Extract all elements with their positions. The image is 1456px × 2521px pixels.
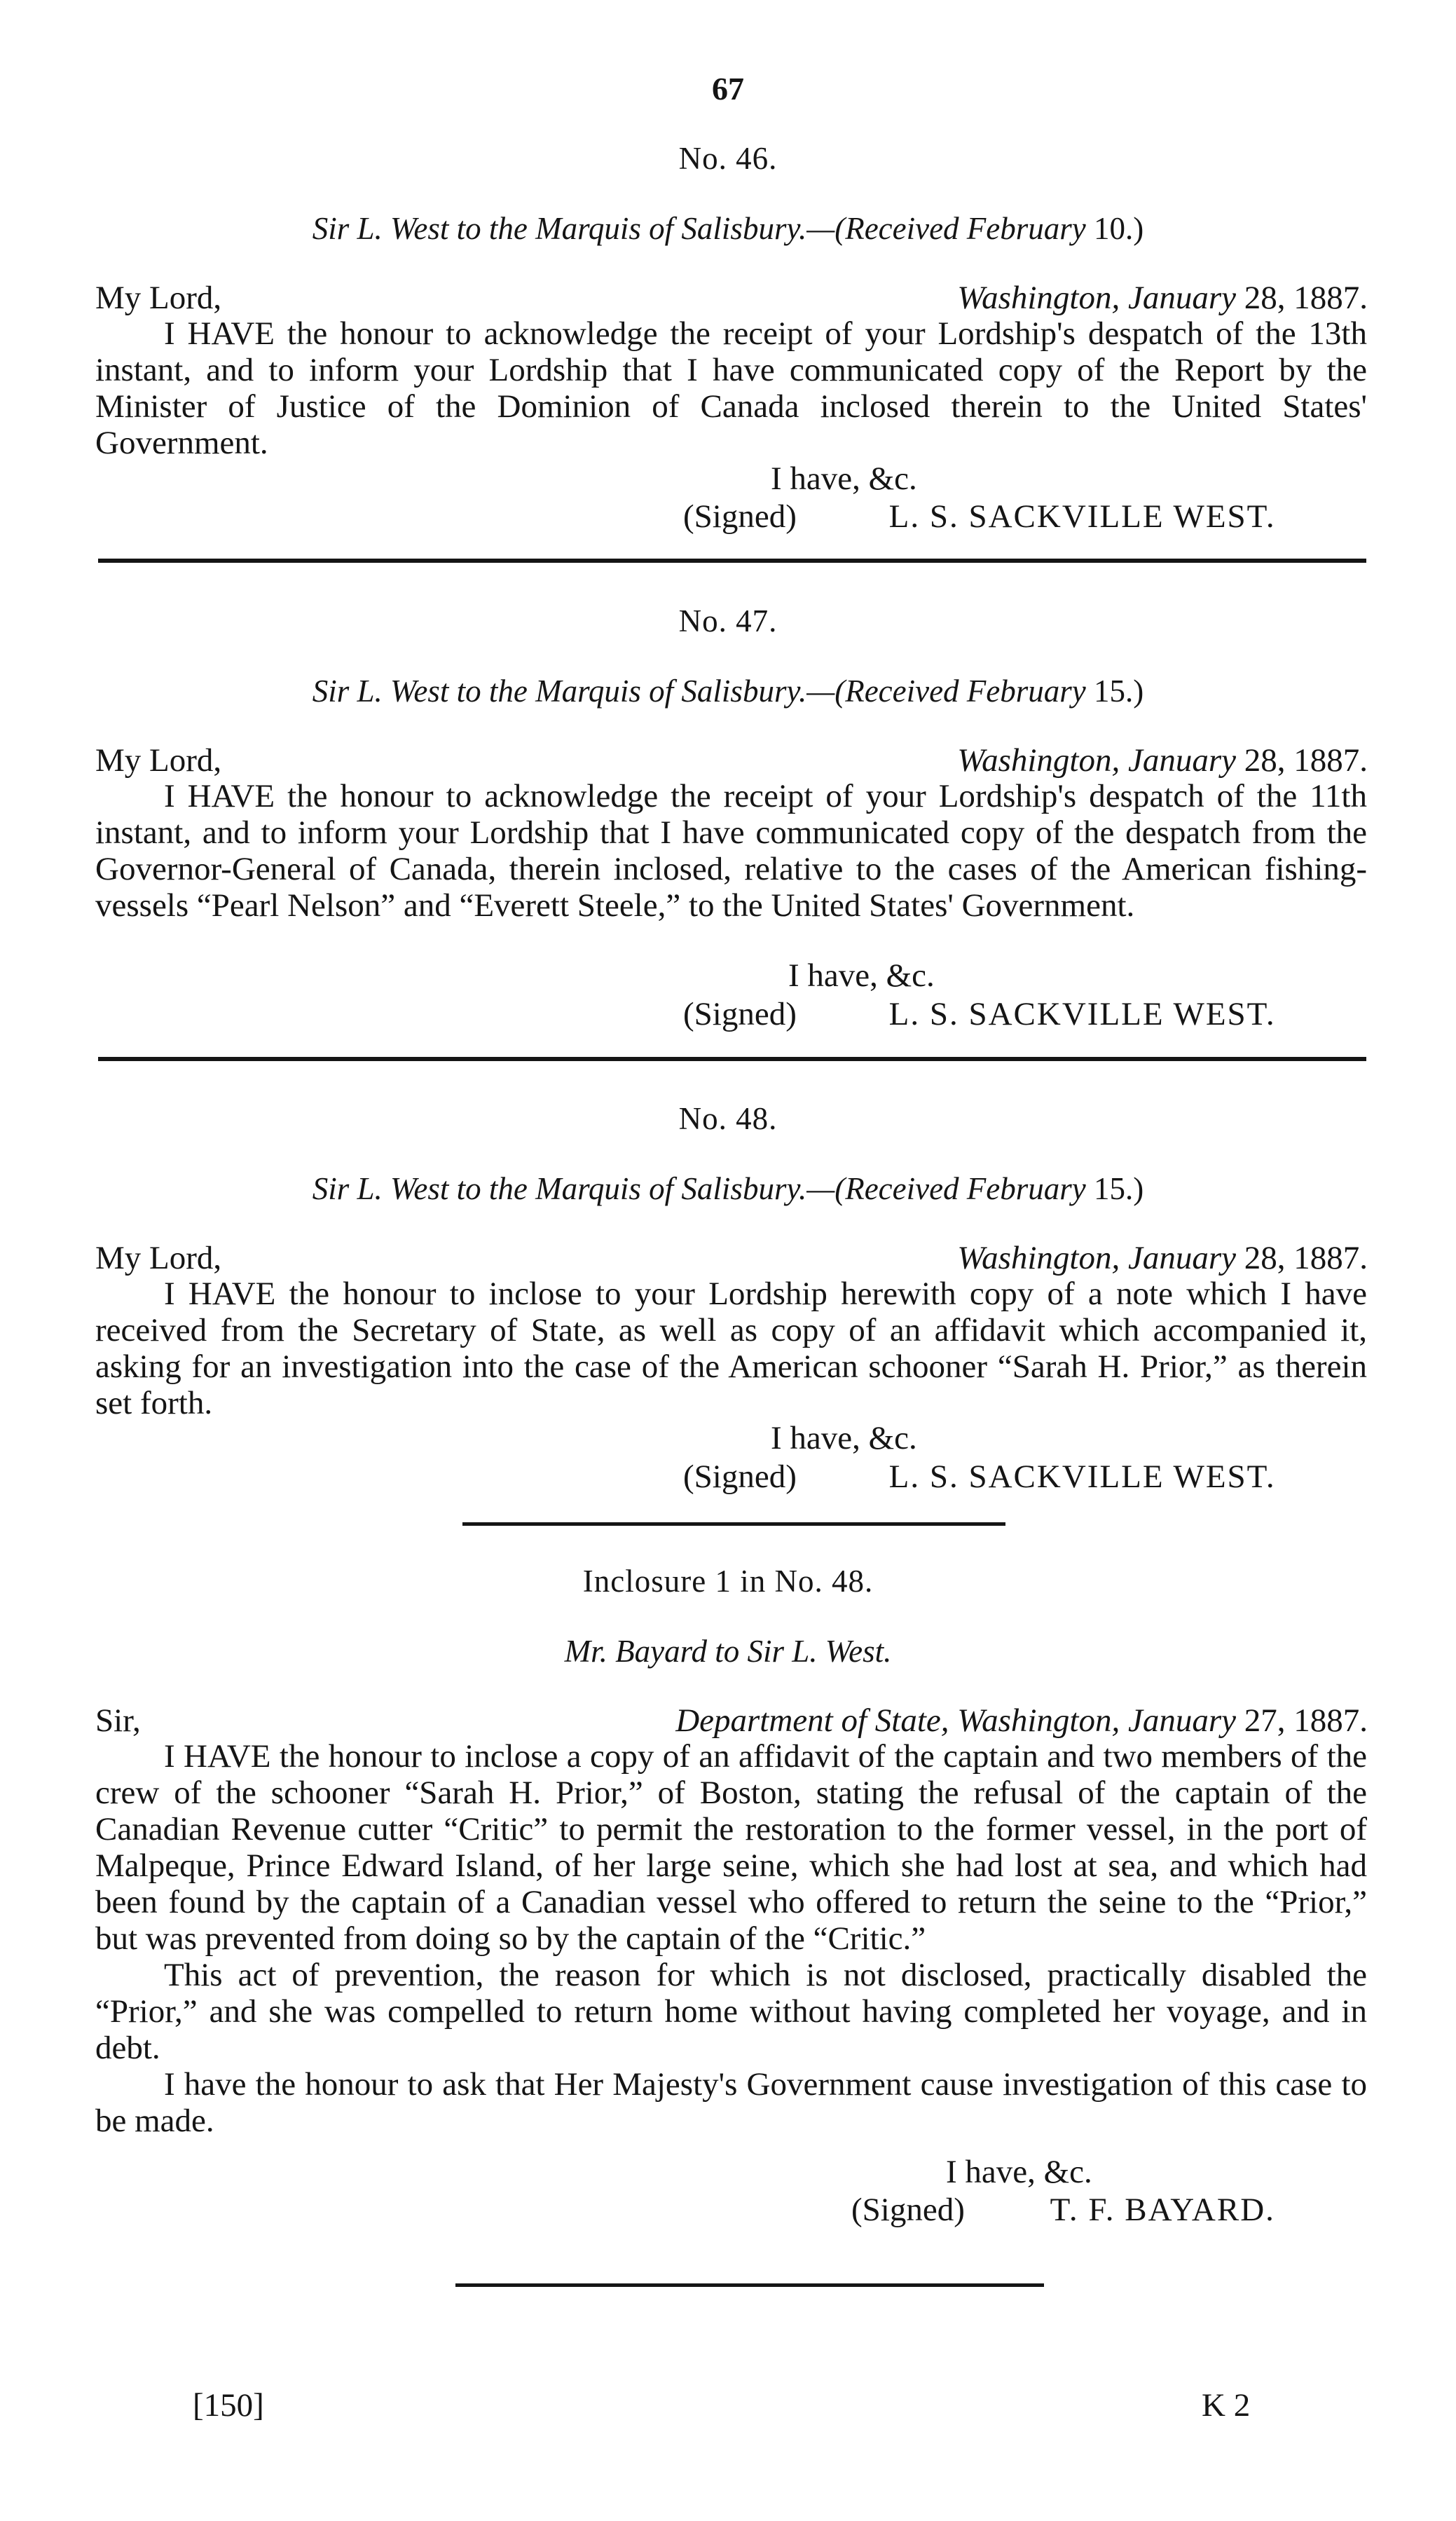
signature: L. S. SACKVILLE WEST.	[888, 996, 1276, 1032]
dateline-date: 28, 1887.	[1236, 1240, 1368, 1276]
inclosure-divider	[462, 1522, 1005, 1526]
dateline-date: 28, 1887.	[1236, 742, 1368, 779]
section-divider	[98, 559, 1366, 563]
letter-heading	[0, 673, 1456, 709]
signature: L. S. SACKVILLE WEST.	[888, 498, 1276, 535]
inclosure-heading: Mr. Bayard to Sir L. West.	[564, 1634, 892, 1669]
dateline-place: Washington, January	[957, 280, 1236, 316]
salutation: Sir,	[95, 1702, 141, 1739]
letter-number: No. 46.	[678, 141, 778, 176]
signed-label: (Signed)	[851, 2192, 965, 2228]
letter-number: No. 47.	[678, 603, 778, 638]
paragraph: I HAVE the honour to acknowledge the receipt of your Lordship's despatch of the 13th instant, and to inform your Lordship that I have communicated copy of the Report by the Minister of Justice of the Dominion of Canada inclosed therein to the United States' Government.	[95, 315, 1367, 461]
page-number: 67	[712, 71, 744, 107]
letter-heading	[0, 210, 1456, 247]
heading-received: Received February	[845, 674, 1086, 709]
salutation: My Lord,	[95, 1240, 222, 1276]
heading-received: Received February	[845, 1171, 1086, 1206]
signed-label: (Signed)	[683, 1458, 797, 1495]
heading-text: Sir L. West to the Marquis of Salisbury.—(	[312, 211, 846, 246]
heading-day: 15.)	[1085, 674, 1144, 709]
paragraph: I have the honour to ask that Her Majesty's Government cause investigation of this case to be made.	[95, 2066, 1367, 2139]
dateline-place: Washington, January	[957, 742, 1236, 779]
closing: I have, &c.	[946, 2154, 1092, 2190]
dateline	[675, 1702, 1368, 1740]
signature-block	[683, 995, 1276, 1033]
closing: I have, &c.	[771, 1420, 917, 1456]
inclosure-title: Inclosure 1 in No. 48.	[582, 1564, 874, 1599]
signature: T. F. BAYARD.	[1050, 2192, 1275, 2228]
dateline	[957, 742, 1368, 779]
salutation: My Lord,	[95, 742, 222, 779]
letter-heading	[0, 1170, 1456, 1207]
salutation: My Lord,	[95, 280, 222, 316]
signed-label: (Signed)	[683, 996, 797, 1032]
closing: I have, &c.	[788, 957, 935, 994]
paragraph: I HAVE the honour to acknowledge the receipt of your Lordship's despatch of the 11th instant, and to inform your Lordship that I have communicated copy of the despatch from the Governor-General of Canada, therein inclosed, relative to the cases of the American fishing-vessels “Pearl Nelson” and “Everett Steele,” to the United States' Government.	[95, 778, 1367, 924]
closing: I have, &c.	[771, 460, 917, 497]
letter-body	[95, 315, 1367, 461]
signature: L. S. SACKVILLE WEST.	[888, 1458, 1276, 1495]
signature-block	[683, 498, 1276, 535]
signature-block	[851, 2191, 1275, 2229]
paragraph: I HAVE the honour to inclose a copy of an affidavit of the captain and two members of the crew of the schooner “Sarah H. Prior,” of Boston, stating the refusal of the captain of the Canadian Revenue cutter “Critic” to permit the restoration to the former vessel, in the port of Malpeque, Prince Edward Island, of her large seine, which she had lost at sea, and which had been found by the captain of a Canadian vessel who offered to return the seine to the “Prior,” but was prevented from doing so by the captain of the “Critic.”	[95, 1738, 1367, 1957]
heading-text: Sir L. West to the Marquis of Salisbury.—(	[312, 674, 846, 709]
heading-text: Sir L. West to the Marquis of Salisbury.—(	[312, 1171, 846, 1206]
paragraph: I HAVE the honour to inclose to your Lordship herewith copy of a note which I have received from the Secretary of State, as well as copy of an affidavit which accompanied it, asking for an investigation into the case of the American schooner “Sarah H. Prior,” as therein set forth.	[95, 1276, 1367, 1421]
signature-block	[683, 1458, 1276, 1496]
paragraph: This act of prevention, the reason for which is not disclosed, practically disabled the “Prior,” and she was compelled to return home without having completed her voyage, and in debt.	[95, 1957, 1367, 2066]
dateline	[957, 1239, 1368, 1277]
heading-day: 15.)	[1085, 1171, 1144, 1206]
dateline-date: 28, 1887.	[1236, 280, 1368, 316]
dateline	[957, 279, 1368, 317]
dateline-place: Department of State, Washington, January	[675, 1702, 1236, 1739]
letter-number: No. 48.	[678, 1101, 778, 1136]
printer-signature-mark: [150]	[193, 2387, 264, 2424]
heading-day: 10.)	[1085, 211, 1144, 246]
inclosure-body	[95, 1738, 1367, 2139]
dateline-date: 27, 1887.	[1236, 1702, 1368, 1739]
signed-label: (Signed)	[683, 498, 797, 535]
dateline-place: Washington, January	[957, 1240, 1236, 1276]
sheet-mark: K 2	[1202, 2387, 1251, 2424]
letter-body	[95, 778, 1367, 924]
letter-body	[95, 1276, 1367, 1421]
section-divider	[98, 1057, 1366, 1061]
end-divider	[455, 2283, 1044, 2287]
heading-received: Received February	[845, 211, 1086, 246]
